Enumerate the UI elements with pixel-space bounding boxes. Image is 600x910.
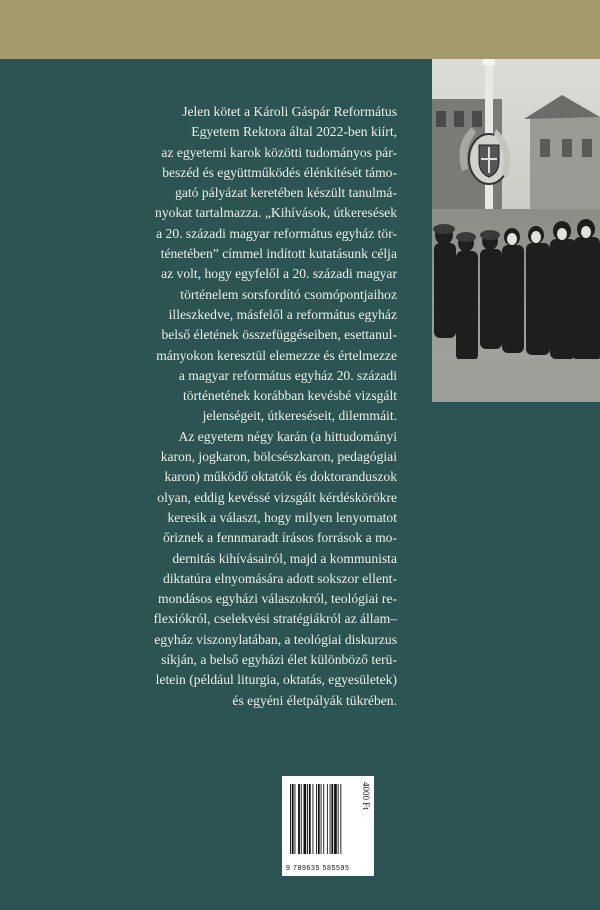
- blurb-line: egyház viszonylatában, a teológiai diskurzus: [154, 631, 397, 647]
- barcode-bar: [330, 784, 331, 854]
- barcode-bar: [309, 784, 311, 854]
- barcode-bar: [338, 784, 339, 854]
- top-color-band: [0, 0, 600, 59]
- blurb-line: mondásos egyházi válaszokról, teológiai re-: [158, 591, 397, 607]
- blurb-line: és egyéni életpályák tükrében.: [232, 692, 397, 708]
- blurb-line: flexiókról, cselekvési stratégiákról az állam–: [153, 611, 397, 627]
- blurb-line: beszéd és együttműködés élénkítését támo-: [162, 164, 397, 180]
- blurb-line: jelenségeit, útkereséseit, dilemmáit.: [202, 408, 397, 424]
- barcode-bar: [321, 784, 322, 854]
- barcode-bar: [331, 784, 333, 854]
- barcode-bar: [323, 784, 324, 854]
- blurb-line: karon, jogkaron, bölcsészkaron, pedagógiai: [160, 449, 397, 465]
- blurb-line: történetének korábban kevésbé vizsgált: [182, 388, 397, 404]
- isbn-barcode: [282, 776, 374, 876]
- blurb-line: a magyar református egyház 20. századi: [178, 367, 397, 383]
- blurb-line: síkján, a belső egyházi élet különböző terü-: [161, 652, 397, 668]
- blurb-line: az egyetemi karok közötti tudományos pár-: [161, 144, 397, 160]
- blurb-line: az volt, hogy egyfelől a 20. századi magyar: [161, 266, 397, 282]
- barcode-bar: [316, 784, 317, 854]
- barcode-bar: [304, 784, 307, 854]
- blurb-line: ténetében” címmel indított kutatásunk célja: [160, 246, 397, 262]
- barcode-bar: [307, 784, 308, 854]
- blurb-line: gató pályázat keretében készült tanulmá-: [175, 185, 397, 201]
- blurb-line: keresik a választ, hogy milyen lenyomatot: [167, 509, 397, 525]
- blurb-text: [92, 102, 397, 711]
- barcode-bar: [334, 784, 337, 854]
- price-label: 4000 Ft: [361, 782, 371, 810]
- archival-crowd-photo: [432, 59, 600, 402]
- blurb-line: letein (például liturgia, oktatás, egyesületek): [155, 672, 397, 688]
- blurb-line: Egyetem Rektora által 2022-ben kiírt,: [191, 124, 397, 140]
- barcode-bar: [301, 784, 302, 854]
- blurb-line: Jelen kötet a Károli Gáspár Református: [182, 104, 397, 119]
- barcode-bars: [288, 784, 356, 856]
- barcode-bar: [327, 784, 328, 854]
- blurb-line: karon) működő oktatók és doktoranduszok: [164, 469, 397, 485]
- blurb-line: a 20. századi magyar református egyház tör-: [156, 225, 397, 241]
- blurb-line: belső életének összefüggéseiben, esettanul-: [161, 327, 397, 343]
- blurb-line: dernitás kihívásairól, majd a kommunista: [172, 550, 397, 566]
- blurb-line: diktatúra elnyomására adott sokszor ellent-: [162, 570, 397, 586]
- blurb-line: őriznek a fennmaradt írásos források a mo-: [162, 530, 397, 546]
- barcode-bar: [340, 784, 341, 854]
- crowd-photo-illustration: [432, 59, 600, 402]
- barcode-bar: [318, 784, 320, 854]
- blurb-line: illeszkedve, másfelől a református egyház: [168, 306, 397, 322]
- barcode-bar: [295, 784, 296, 854]
- blurb-line: olyan, eddig kevéssé vizsgált kérdéskörökre: [157, 489, 397, 505]
- barcode-digits: 9 789635 585595: [286, 865, 350, 872]
- barcode-bar: [292, 784, 294, 854]
- barcode-bar: [298, 784, 300, 854]
- barcode-bar: [290, 784, 291, 854]
- blurb-line: történelem sorsfordító csomópontjaihoz: [180, 286, 397, 302]
- blurb-line: Az egyetem négy karán (a hittudományi: [178, 428, 397, 444]
- blurb-line: mányokon keresztül elemezze és értelmezze: [156, 347, 397, 363]
- blurb-line: nyokat tartalmazza. „Kihívások, útkeresések: [155, 205, 397, 221]
- barcode-bar: [313, 784, 314, 854]
